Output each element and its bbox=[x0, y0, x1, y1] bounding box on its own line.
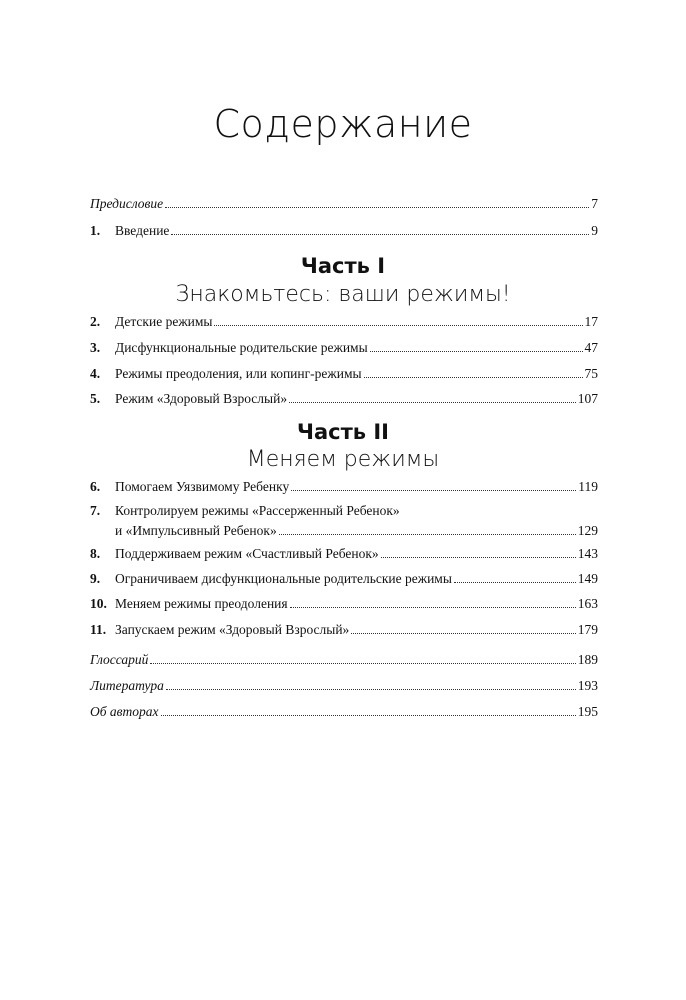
toc-entry-page: 119 bbox=[578, 479, 598, 494]
toc-entry-page: 7 bbox=[591, 196, 598, 211]
dot-leader bbox=[291, 490, 576, 491]
part-2-subtitle: Меняем режимы bbox=[246, 447, 440, 472]
toc-entry-title-line-2: и «Импульсивный Ребенок» bbox=[115, 523, 277, 538]
toc-entry-number: 11. bbox=[90, 622, 107, 637]
dot-leader bbox=[370, 351, 583, 352]
toc-entry-number: 1. bbox=[90, 223, 101, 238]
toc-entry-glossary[interactable] bbox=[90, 652, 598, 668]
toc-entry-number: 5. bbox=[90, 391, 101, 406]
dot-leader bbox=[165, 207, 589, 208]
dot-leader bbox=[454, 582, 576, 583]
dot-leader bbox=[290, 607, 576, 608]
toc-entry-page: 17 bbox=[584, 314, 598, 329]
page-title: Содержание bbox=[213, 102, 473, 146]
toc-entry-page: 143 bbox=[577, 546, 598, 561]
toc-entry-title-line-1: Контролируем режимы «Рассерженный Ребенок» bbox=[115, 503, 400, 518]
toc-entry-introduction[interactable] bbox=[90, 223, 598, 239]
toc-entry-page: 75 bbox=[584, 366, 598, 381]
toc-entry-title: Глоссарий bbox=[90, 652, 149, 667]
dot-leader bbox=[171, 234, 589, 235]
toc-entry-chapter-6[interactable] bbox=[90, 479, 598, 495]
toc-entry-title: Помогаем Уязвимому Ребенку bbox=[115, 479, 290, 494]
toc-entry-title: Меняем режимы преодоления bbox=[115, 596, 288, 611]
toc-entry-page: 47 bbox=[584, 340, 598, 355]
toc-entry-chapter-8[interactable] bbox=[90, 546, 598, 562]
part-1-subtitle: Знакомьтесь: ваши режимы! bbox=[175, 282, 511, 307]
toc-entry-literature[interactable] bbox=[90, 678, 598, 694]
toc-entry-page: 107 bbox=[577, 391, 598, 406]
dot-leader bbox=[161, 715, 576, 716]
toc-entry-title: Детские режимы bbox=[115, 314, 213, 329]
dot-leader bbox=[351, 633, 575, 634]
toc-entry-number: 9. bbox=[90, 571, 101, 586]
dot-leader bbox=[364, 377, 583, 378]
toc-entry-chapter-9[interactable] bbox=[90, 571, 598, 587]
toc-entry-number: 4. bbox=[90, 366, 101, 381]
toc-entry-page: 179 bbox=[577, 622, 598, 637]
toc-entry-number: 3. bbox=[90, 340, 101, 355]
dot-leader bbox=[214, 325, 582, 326]
toc-entry-page: 189 bbox=[577, 652, 598, 667]
toc-entry-page: 9 bbox=[591, 223, 598, 238]
toc-entry-title: Режим «Здоровый Взрослый» bbox=[115, 391, 288, 406]
toc-entry-title: Литература bbox=[90, 678, 164, 693]
toc-entry-chapter-3[interactable] bbox=[90, 340, 598, 356]
toc-entry-title: Введение bbox=[115, 223, 170, 238]
dot-leader bbox=[381, 557, 576, 558]
toc-entry-title: Об авторах bbox=[90, 704, 159, 719]
toc-entry-page: 129 bbox=[577, 523, 598, 538]
dot-leader bbox=[279, 534, 576, 535]
toc-entry-number: 10. bbox=[90, 596, 107, 611]
toc-entry-chapter-7[interactable] bbox=[90, 503, 598, 539]
toc-entry-chapter-4[interactable] bbox=[90, 366, 598, 382]
toc-entry-chapter-11[interactable] bbox=[90, 622, 598, 638]
toc-entry-number: 8. bbox=[90, 546, 101, 561]
part-1-heading: Часть I bbox=[300, 254, 386, 278]
toc-entry-about-authors[interactable] bbox=[90, 704, 598, 720]
toc-entry-title: Дисфункциональные родительские режимы bbox=[115, 340, 368, 355]
toc-entry-chapter-5[interactable] bbox=[90, 391, 598, 407]
toc-entry-title: Запускаем режим «Здоровый Взрослый» bbox=[115, 622, 350, 637]
toc-entry-page: 163 bbox=[577, 596, 598, 611]
dot-leader bbox=[166, 689, 576, 690]
toc-entry-title: Поддерживаем режим «Счастливый Ребенок» bbox=[115, 546, 379, 561]
toc-entry-number: 6. bbox=[90, 479, 101, 494]
toc-entry-page: 193 bbox=[577, 678, 598, 693]
toc-entry-chapter-2[interactable] bbox=[90, 314, 598, 330]
toc-entry-number: 2. bbox=[90, 314, 101, 329]
dot-leader bbox=[289, 402, 576, 403]
toc-entry-page: 195 bbox=[577, 704, 598, 719]
toc-entry-number: 7. bbox=[90, 503, 101, 518]
dot-leader bbox=[150, 663, 575, 664]
toc-entry-page: 149 bbox=[577, 571, 598, 586]
toc-entry-title: Предисловие bbox=[90, 196, 164, 211]
toc-entry-chapter-10[interactable] bbox=[90, 596, 598, 612]
part-2-heading: Часть II bbox=[297, 420, 389, 444]
toc-entry-title: Ограничиваем дисфункциональные родительские режимы bbox=[115, 571, 452, 586]
toc-entry-title: Режимы преодоления, или копинг-режимы bbox=[115, 366, 362, 381]
toc-entry-preface[interactable] bbox=[90, 196, 598, 212]
